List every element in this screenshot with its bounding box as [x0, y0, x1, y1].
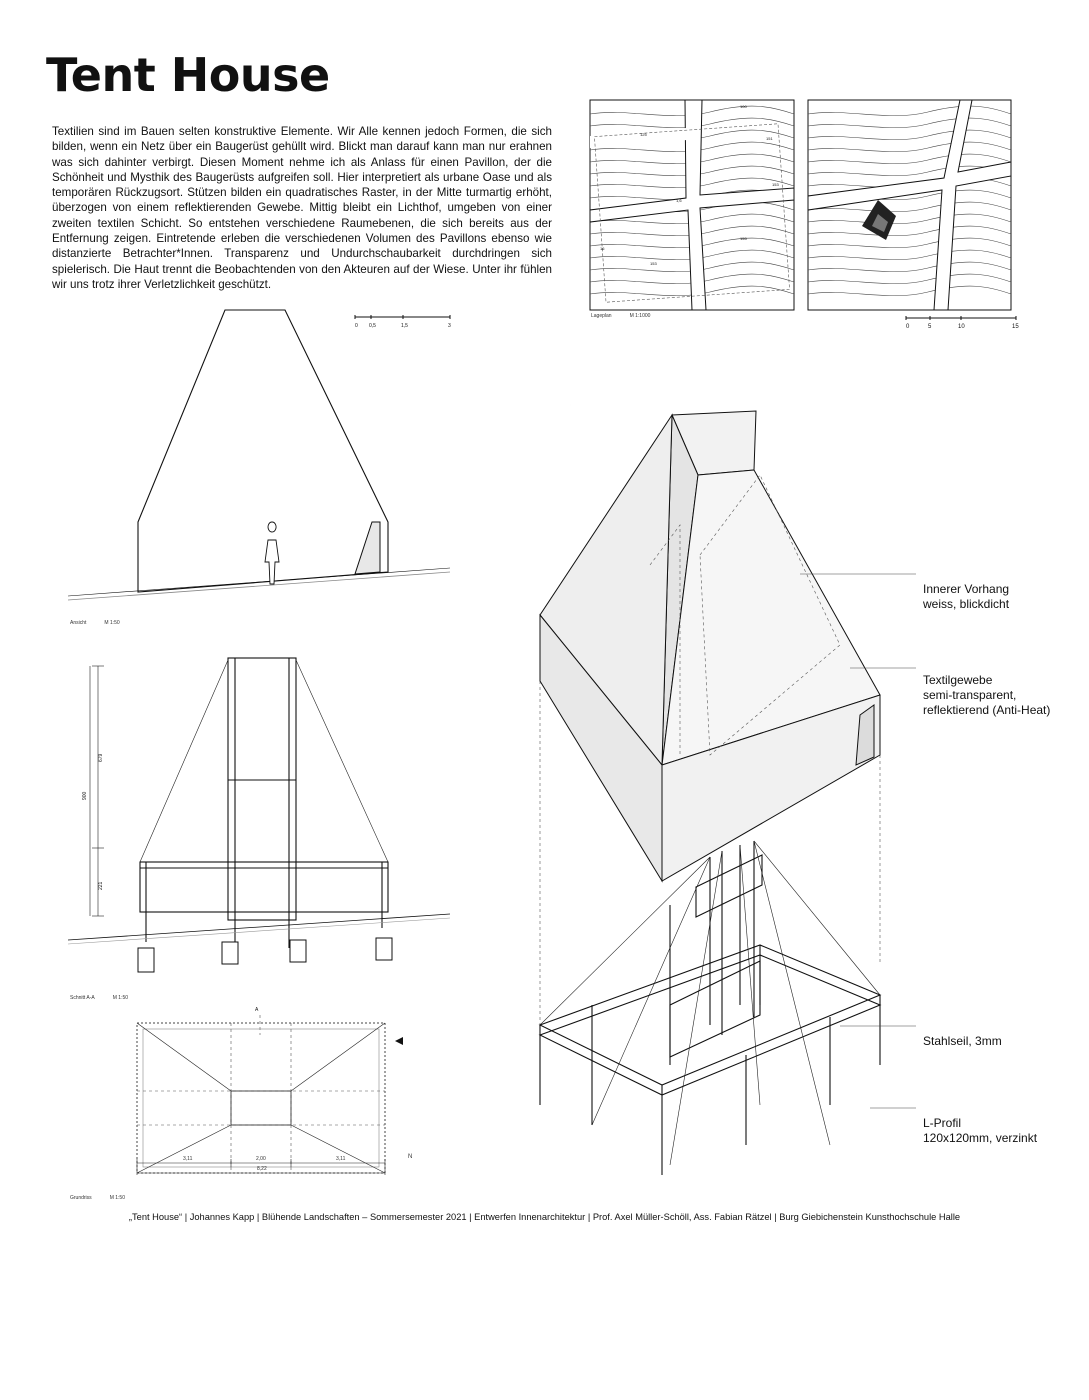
- svg-text:0: 0: [906, 324, 910, 330]
- svg-text:5: 5: [928, 324, 932, 330]
- svg-text:153: 153: [772, 182, 779, 187]
- dim-8-22: 8,22: [257, 1166, 267, 1172]
- site-plan-scale-bar: [906, 316, 1026, 330]
- legend-leader-lines: [800, 570, 920, 1130]
- intro-text: Textilien sind im Bauen selten konstruktive Elemente. Wir Alle kennen jedoch Formen, die sich bilden, wenn ein Netz über ein Baugerüst gehüllt wird. Blickt man darauf kann man nur erahnen was sich dahinter verbirgt. Diesen Moment nehme ich als Anlass für einen Pavillon, der die Schönheit und Mysthik des Baugerüsts aufgreifen soll. Hier interpretiert als urbane Oase und als temporären Rückzugsort. Stützen bilden ein quadratisches Raster, in der Mitte turmartig erhöht, überzogen von einem reflektierenden Gewebe. Mittig bleibt ein Lichthof, umgeben von einer zweiten textilen Schicht. So entstehen verschiedene Raumebenen, die sich bereits aus der Entfernung zeigen. Eintretende erleben die verschiedenen Volumen des Pavillons ebenso wie distanzierte Betrachter*Innen. Transparenz und Undurchschaubarkeit durchdringen sich spielerisch. Die Haut trennt die Beobachtenden von den Akteuren auf der Wiese. Unter ihr fühlen wir uns trotz ihrer Verletzlichkeit geschützt.: [52, 125, 552, 291]
- svg-text:0: 0: [355, 323, 358, 329]
- svg-text:153: 153: [650, 261, 657, 266]
- svg-text:15: 15: [1012, 324, 1019, 330]
- footer-credits: „Tent House“ | Johannes Kapp | Blühende Landschaften – Sommersemester 2021 | Entwerfen Innenarchitektur | Prof. Axel Müller-Schöll, Ass. Fabian Rätzel | Burg Giebichenstein Kunsthochschule Halle: [128, 1212, 961, 1222]
- elevation-caption: Ansicht M 1:50: [70, 620, 120, 626]
- svg-text:0,5: 0,5: [369, 323, 376, 329]
- svg-text:16: 16: [600, 246, 605, 251]
- section-caption: Schnitt A-A M 1:50: [70, 995, 129, 1001]
- floor-plan-dim-chain: [137, 1180, 385, 1210]
- dim-2-00: 2,00: [256, 1156, 266, 1162]
- site-plan-2: [808, 100, 1011, 310]
- floor-plan-caption: Grundriss M 1:50: [70, 1195, 125, 1201]
- page-title: Tent House: [46, 48, 330, 102]
- dim-3-11-left: 3,11: [183, 1156, 193, 1162]
- legend-steel-cable: Stahlseil, 3mm: [923, 1034, 1002, 1048]
- dim-3-11-right: 3,11: [336, 1156, 346, 1162]
- svg-text:125: 125: [640, 132, 647, 137]
- floor-plan-dim-lines: [137, 1163, 427, 1179]
- svg-text:155: 155: [740, 236, 747, 241]
- north-arrow-icon: N: [408, 1154, 413, 1160]
- svg-text:1,6: 1,6: [676, 198, 682, 203]
- site-plan-caption: Lageplan M 1:1000: [591, 313, 651, 319]
- svg-text:100: 100: [740, 104, 747, 109]
- svg-text:1,5: 1,5: [401, 323, 408, 329]
- svg-text:151: 151: [766, 136, 773, 141]
- svg-text:10: 10: [958, 324, 965, 330]
- section-drawing: [60, 650, 460, 980]
- svg-text:A: A: [255, 1007, 259, 1013]
- legend-textile-fabric: Textilgewebe semi-transparent, reflektierend (Anti-Heat): [923, 673, 1051, 717]
- legend-l-profile: L-Profil 120x120mm, verzinkt: [923, 1116, 1038, 1145]
- elevation-scale-bar: [355, 315, 455, 329]
- legend-inner-curtain: Innerer Vorhang weiss, blickdicht: [923, 582, 1010, 611]
- elevation-drawing: [60, 300, 460, 620]
- floor-plan-drawing: [125, 1005, 415, 1183]
- svg-text:679: 679: [98, 753, 104, 762]
- svg-text:3: 3: [448, 323, 451, 329]
- svg-text:221: 221: [98, 881, 104, 890]
- svg-text:900: 900: [82, 791, 88, 800]
- site-plan-1: [590, 100, 794, 310]
